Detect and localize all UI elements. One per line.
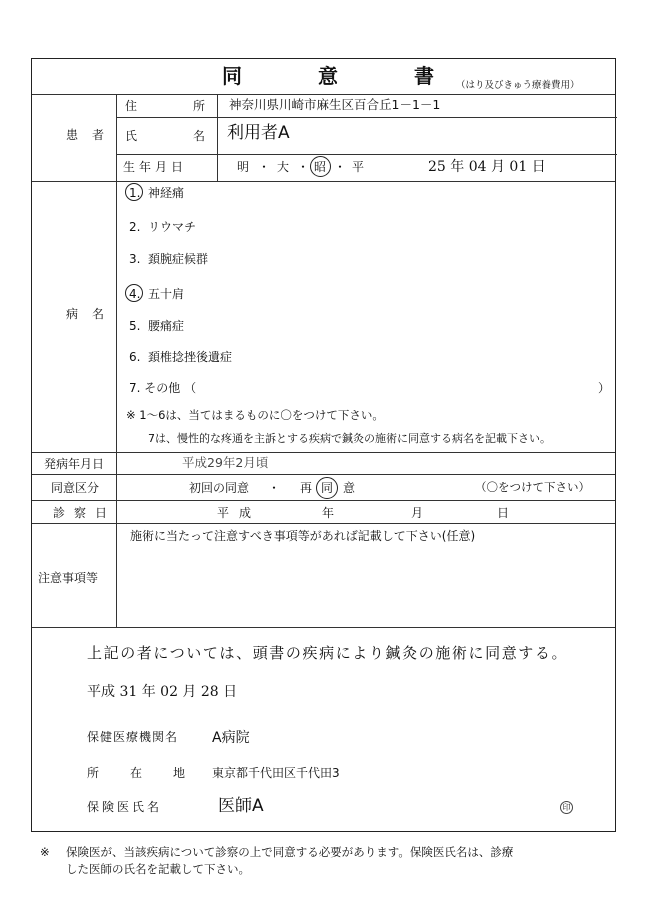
disease-item: 頚腕症候群: [148, 252, 209, 266]
footer-line-1: 保険医が、当該疾病について診察の上で同意する必要があります。保険医氏名は、診療: [66, 845, 514, 859]
doctor-label: 保険医氏名: [87, 800, 163, 814]
era-showa: 昭: [314, 160, 327, 174]
disease-item: 五十肩: [148, 287, 185, 301]
seal-mark: 印: [560, 801, 573, 814]
disease-num: 5.: [129, 319, 141, 333]
onset-value: 平成29年2月頃: [182, 455, 269, 470]
notes-instruction: 施術に当たって注意すべき事項等があれば記載して下さい(任意): [130, 529, 476, 543]
exam-date-month: 月: [411, 506, 424, 520]
doctor-value: 医師A: [218, 796, 264, 816]
name-value: 利用者A: [227, 123, 290, 143]
disease-note-1: ※ 1～6は、当てはまるものに〇をつけて下さい。: [126, 408, 384, 422]
consent-re-suffix: 意: [343, 481, 356, 495]
disease-item: 腰痛症: [148, 319, 185, 333]
disease-item: 神経痛: [148, 186, 185, 200]
disease-selected-circle: [125, 183, 143, 201]
dob-label: 生年月日: [123, 160, 188, 174]
institution-label: 保健医療機関名: [87, 730, 179, 744]
disease-item: リウマチ: [148, 220, 197, 234]
notes-label: 注意事項等: [38, 571, 99, 585]
exam-date-day: 日: [497, 506, 510, 520]
disease-num: 4.: [129, 287, 141, 301]
disease-note-2: 7は、慢性的な疼通を主訴とする疾病で鍼灸の施術に同意する病名を記載下さい。: [148, 432, 551, 445]
consent-statement: 上記の者については、頭書の疾病により鍼灸の施術に同意する。: [87, 644, 569, 662]
disease-other-close: ）: [598, 381, 611, 395]
era-selected-circle: [310, 156, 331, 177]
disease-other-label: 7. その他 （: [129, 381, 197, 395]
exam-date-era: 平成: [217, 506, 262, 520]
disease-num: 2.: [129, 220, 141, 234]
consent-date: 平成 31 年 02 月 28 日: [87, 684, 238, 700]
era-taisho: 大: [277, 160, 290, 174]
consent-re-prefix: 再: [300, 481, 313, 495]
address-value: 神奈川県川崎市麻生区百合丘1－1－1: [229, 97, 441, 112]
onset-label: 発病年月日: [44, 457, 105, 471]
consent-first: 初回の同意: [189, 481, 250, 495]
patient-section-label: 患 者: [66, 128, 104, 142]
disease-num: 6.: [129, 350, 141, 364]
disease-num: 3.: [129, 252, 141, 266]
disease-section-label: 病 名: [66, 307, 104, 321]
institution-value: A病院: [212, 730, 250, 746]
footer-mark: ※: [40, 845, 50, 859]
consent-selected-circle: [316, 477, 338, 499]
form-subtitle: （はり及びきゅう療養費用）: [456, 80, 580, 91]
disease-num: 1.: [129, 186, 141, 200]
disease-item: 頚椎捻挫後遺症: [148, 350, 233, 364]
era-heisei: 平: [352, 160, 365, 174]
consent-note: （〇をつけて下さい）: [475, 480, 590, 494]
consent-form: 同 意 書 （はり及びきゅう療養費用） 患 者 住 所 神奈川県川崎市麻生区百合丘1－1－1 氏 名 利用者A 生年月日 明 ・ 大 ・ 昭 ・ 平 25 年 04 月 01 日 病 名 1. 神経痛 2. リウマチ 3. 頚腕症候群 4. 五十肩 5. 腰痛症 6. 頚椎捻挫後遺症 7. その他 （ ） ※ 1～6は、当てはまるものに〇をつけて下さい。 7は、慢性的な疼通を主訴とする疾病で鍼灸の施術に同意する病名を記載下さい。 発病年月日 平成29年2月頃 同意区分 初回の同意 ・ 再 同 意 （〇をつけて下さい） 診 察 日 平成 年 月 日 注意事項等 施術に当たって注意すべき事項等があれば記載して下さい(任意) 上記の者については、頭書の疾病により鍼灸の施術に同意する。 平成 31 年 02 月 28 日 保健医療機関名 A病院 所 在 地 東京都千代田区千代田3 保険医氏名 医師A 印: [31, 58, 616, 832]
consent-type-label: 同意区分: [51, 481, 100, 495]
dob-value: 25 年 04 月 01 日: [428, 159, 546, 175]
footer-line-2: した医師の氏名を記載して下さい。: [66, 862, 250, 876]
consent-re-circled: 同: [321, 481, 334, 495]
location-label: 所 在 地: [87, 766, 185, 780]
location-value: 東京都千代田区千代田3: [212, 766, 340, 780]
disease-selected-circle: [125, 284, 143, 302]
address-label: 住 所: [125, 99, 205, 113]
title-char: 意: [318, 64, 338, 88]
title-char: 書: [414, 64, 434, 88]
form-title: [222, 66, 434, 86]
era-meiji: 明: [237, 160, 250, 174]
title-char: 同: [222, 64, 242, 88]
name-label: 氏 名: [125, 129, 205, 143]
exam-date-year: 年: [322, 506, 335, 520]
exam-date-label: 診 察 日: [53, 506, 107, 520]
